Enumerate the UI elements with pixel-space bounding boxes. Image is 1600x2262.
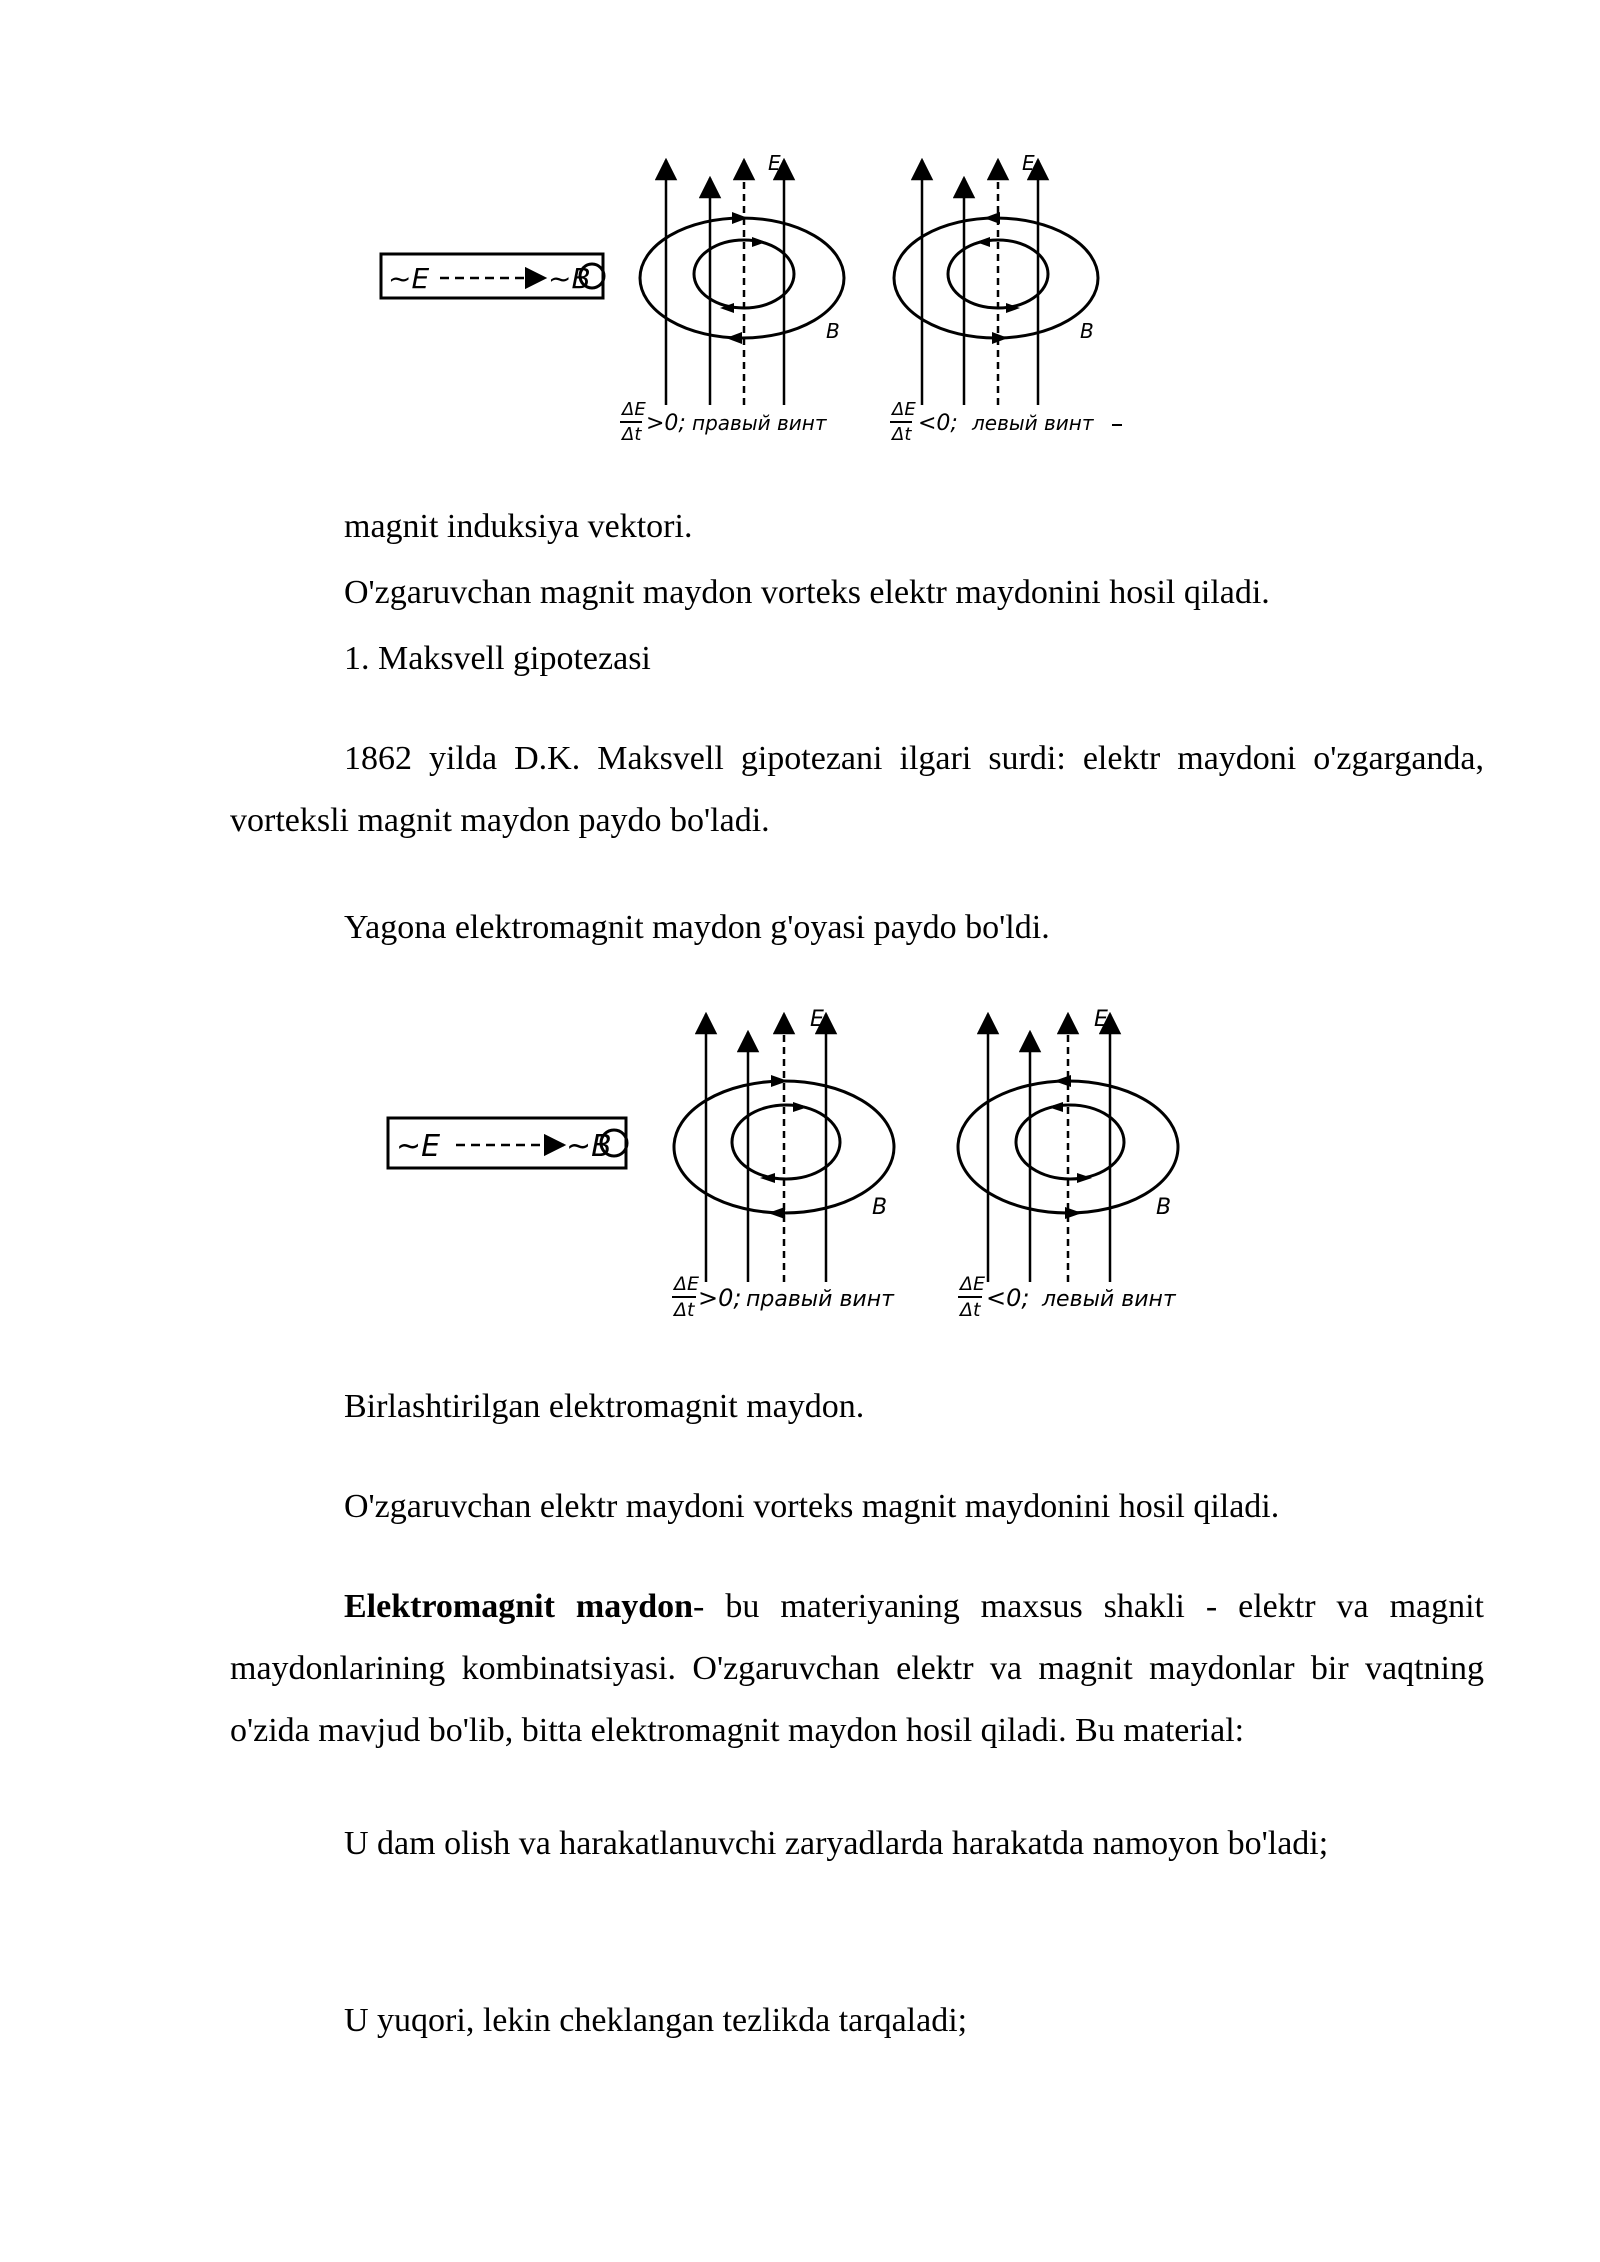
paragraph-maxwell-text: 1862 yilda D.K. Maksvell gipotezani ilgari surdi: elektr maydoni o'zgarganda, vorteksli magnit maydon paydo bo'ladi. — [230, 740, 1484, 839]
delta-t-label: Δt — [622, 424, 642, 445]
vector-e-label: E — [768, 151, 781, 175]
vector-e-label: E — [1094, 1007, 1108, 1032]
paragraph-1: magnit induksiya vektori. — [344, 508, 693, 545]
figure-1-drawing — [370, 140, 1150, 450]
screw-label: правый винт — [746, 1287, 894, 1312]
screw-label: левый винт — [972, 411, 1094, 435]
vector-b-label: B — [826, 319, 840, 343]
transform-box — [381, 254, 604, 298]
delta-t-label: Δt — [674, 1299, 695, 1321]
field-diagram-right-screw — [672, 1007, 895, 1321]
box-e-label: ~E — [396, 1129, 441, 1164]
box-b-label: ~B — [566, 1129, 612, 1164]
vector-b-label: B — [1156, 1195, 1172, 1220]
screw-label: левый винт — [1042, 1287, 1176, 1312]
transform-box — [388, 1118, 627, 1168]
list-item-1: U dam olish va harakatlanuvchi zaryadlarda harakatda namoyon bo'ladi; — [344, 1825, 1329, 1862]
figure-1 — [370, 140, 1150, 450]
section-heading: 1. Maksvell gipotezasi — [344, 640, 651, 677]
definition-text: - bu materiyaning maxsus shakli - elektr va magnit maydonlarining kombinatsiyasi. O'zgaruvchan elektr va magnit maydonlar bir vaqtning o'zida mavjud bo'lib, bitta elektromagnit maydon hosil qiladi. Bu material: — [230, 1588, 1484, 1749]
condition-sign: >0; — [646, 411, 686, 436]
vector-e-label: E — [810, 1007, 824, 1032]
box-b-label: ~B — [548, 262, 591, 295]
vector-b-label: B — [1080, 319, 1094, 343]
paragraph-2: O'zgaruvchan magnit maydon vorteks elektr maydonini hosil qiladi. — [344, 574, 1270, 611]
vector-e-label: E — [1022, 151, 1035, 175]
figure-2 — [376, 992, 1216, 1332]
delta-e-label: ΔE — [892, 399, 916, 420]
paragraph-alternating-electric: O'zgaruvchan elektr maydoni vorteks magnit maydonini hosil qiladi. — [344, 1488, 1280, 1525]
paragraph-definition — [230, 1576, 1484, 1762]
screw-label: правый винт — [692, 411, 827, 435]
vector-b-label: B — [872, 1195, 888, 1220]
figure-2-drawing — [376, 992, 1216, 1332]
condition-sign: <0; — [986, 1284, 1030, 1312]
list-item-2: U yuqori, lekin cheklangan tezlikda tarqaladi; — [344, 2002, 968, 2039]
paragraph-unified-field: Birlashtirilgan elektromagnit maydon. — [344, 1388, 865, 1425]
delta-e-label: ΔE — [960, 1273, 986, 1295]
paragraph-unified-idea: Yagona elektromagnit maydon g'oyasi paydo bo'ldi. — [344, 909, 1050, 946]
condition-sign: >0; — [698, 1284, 742, 1312]
delta-e-label: ΔE — [674, 1273, 700, 1295]
field-diagram-left-screw — [890, 151, 1122, 445]
delta-t-label: Δt — [960, 1299, 981, 1321]
definition-term: Elektromagnit maydon — [344, 1588, 694, 1625]
delta-e-label: ΔE — [622, 399, 646, 420]
field-diagram-left-screw — [958, 1007, 1178, 1321]
condition-sign: <0; — [918, 411, 958, 436]
delta-t-label: Δt — [892, 424, 912, 445]
paragraph-maxwell — [230, 728, 1484, 852]
field-diagram-right-screw — [620, 151, 844, 445]
box-e-label: ~E — [388, 262, 430, 295]
